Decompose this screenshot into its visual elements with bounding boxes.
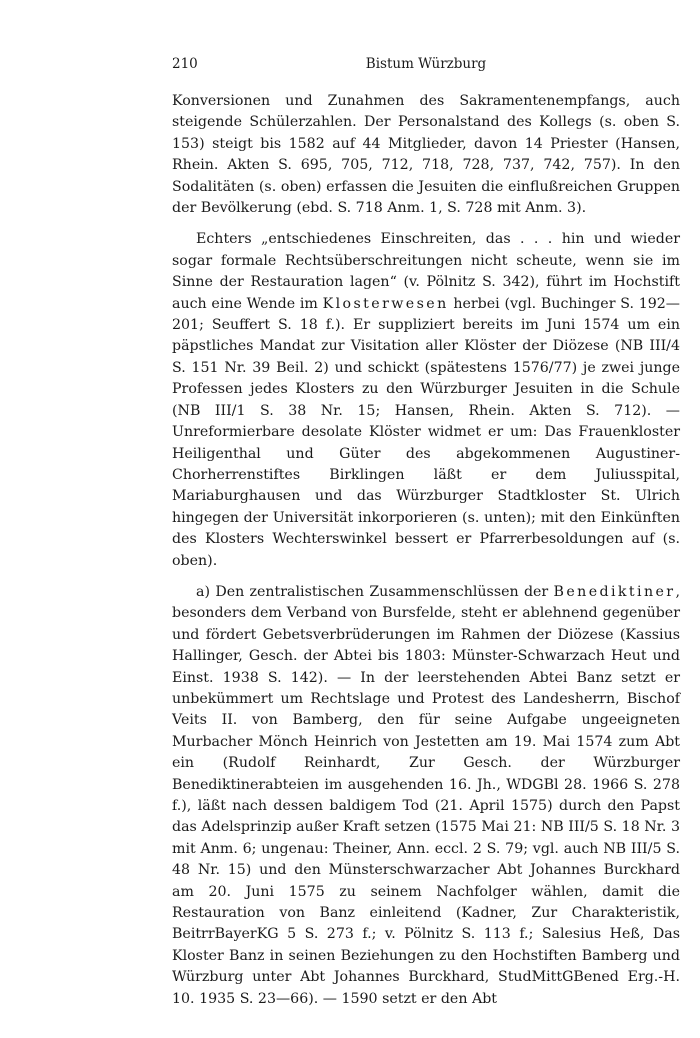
body-text bbox=[172, 91, 680, 1010]
running-head bbox=[172, 56, 680, 78]
page-number: 210 bbox=[172, 56, 198, 72]
text-run: Konversionen und Zunahmen des Sakramentenempfangs, auch steigende Schülerzahlen. Der Personalstand des Kollegs (s. oben S. 153) steigt bis 1582 auf 44 Mitglieder, davon 14 Priester (Hansen, Rhein. Akten S. 695, 705, 712, 718, 728, 737, 742, 757). In den Sodalitäten (s. oben) erfassen die Jesuiten die einflußreichen Gruppen der Bevölkerung (ebd. S. 718 Anm. 1, S. 728 mit Anm. 3). bbox=[172, 93, 680, 217]
paragraph-konversionen bbox=[172, 91, 680, 219]
header-title: Bistum Würzburg bbox=[365, 56, 487, 72]
text-run: herbei (vgl. Buchinger S. 192—201; Seuffert S. 18 f.). Er suppliziert bereits im Juni 1574 um ein päpstliches Mandat zur Visitation aller Klöster der Diözese (NB III/4 S. 151 Nr. 39 Beil. 2) und schickt (spätestens 1576/77) je zwei junge Professen jedes Klosters zu den Würzburger Jesuiten in die Schule (NB III/1 S. 38 Nr. 15; Hansen, Rhein. Akten S. 712). — Unreformierbare desolate Klöster widmet er um: Das Frauenkloster Heiligenthal und Güter des abgekommenen Augustiner-Chorherrenstiftes Birklingen läßt er dem Juliusspital, Mariaburghausen und das Würzburger Stadtkloster St. Ulrich hingegen der Universität inkorporieren (s. unten); mit den Einkünften des Klosters Wechterswinkel bessert er Pfarrerbesoldungen auf (s. oben). bbox=[172, 295, 680, 569]
text-run: Echters „entschiedenes Einschreiten, das . . . hin und wieder sogar formale Rechtsüberschreitungen nicht scheute, wenn sie im Sinne der Restauration lagen“ (v. Pölnitz S. 342), führt im Hochstift auch eine Wende im bbox=[172, 231, 680, 312]
paragraph-benediktiner bbox=[172, 582, 680, 1010]
page bbox=[172, 56, 680, 1020]
spaced-emphasis: Benediktiner bbox=[553, 583, 676, 600]
spaced-emphasis: Klosterwesen bbox=[322, 295, 449, 312]
text-run: , besonders dem Verband von Bursfelde, steht er ablehnend gegenüber und fördert Gebetsverbrüderungen im Rahmen der Diözese (Kassius Hallinger, Gesch. der Abtei bis 1803: Münster-Schwarzach Heut und Einst. 1938 S. 142). — In der leerstehenden Abtei Banz setzt er unbekümmert um Rechtslage und Protest des Landesherrn, Bischof Veits II. von Bamberg, den für seine Aufgabe ungeeigneten Murbacher Mönch Heinrich von Jestetten am 19. Mai 1574 zum Abt ein (Rudolf Reinhardt, Zur Gesch. der Würzburger Benediktinerabteien im ausgehenden 16. Jh., WDGBl 28. 1966 S. 278 f.), läßt nach dessen baldigem Tod (21. April 1575) durch den Papst das Adelsprinzip außer Kraft setzen (1575 Mai 21: NB III/5 S. 18 Nr. 3 mit Anm. 6; ungenau: Theiner, Ann. eccl. 2 S. 79; vgl. auch NB III/5 S. 48 Nr. 15) und den Münsterschwarzacher Abt Johannes Burckhard am 20. Juni 1575 zu seinem Nachfolger wählen, damit die Restauration von Banz einleitend (Kadner, Zur Charakteristik, BeitrrBayerKG 5 S. 273 f.; v. Pölnitz S. 113 f.; Salesius Heß, Das Kloster Banz in seinen Beziehungen zu den Hochstiften Bamberg und Würzburg unter Abt Johannes Burckhard, StudMittGBened Erg.-H. 10. 1935 S. 23—66). — 1590 setzt er den Abt bbox=[172, 583, 680, 1007]
paragraph-echters bbox=[172, 229, 680, 572]
text-run: a) Den zentralistischen Zusammenschlüssen der bbox=[196, 583, 554, 600]
